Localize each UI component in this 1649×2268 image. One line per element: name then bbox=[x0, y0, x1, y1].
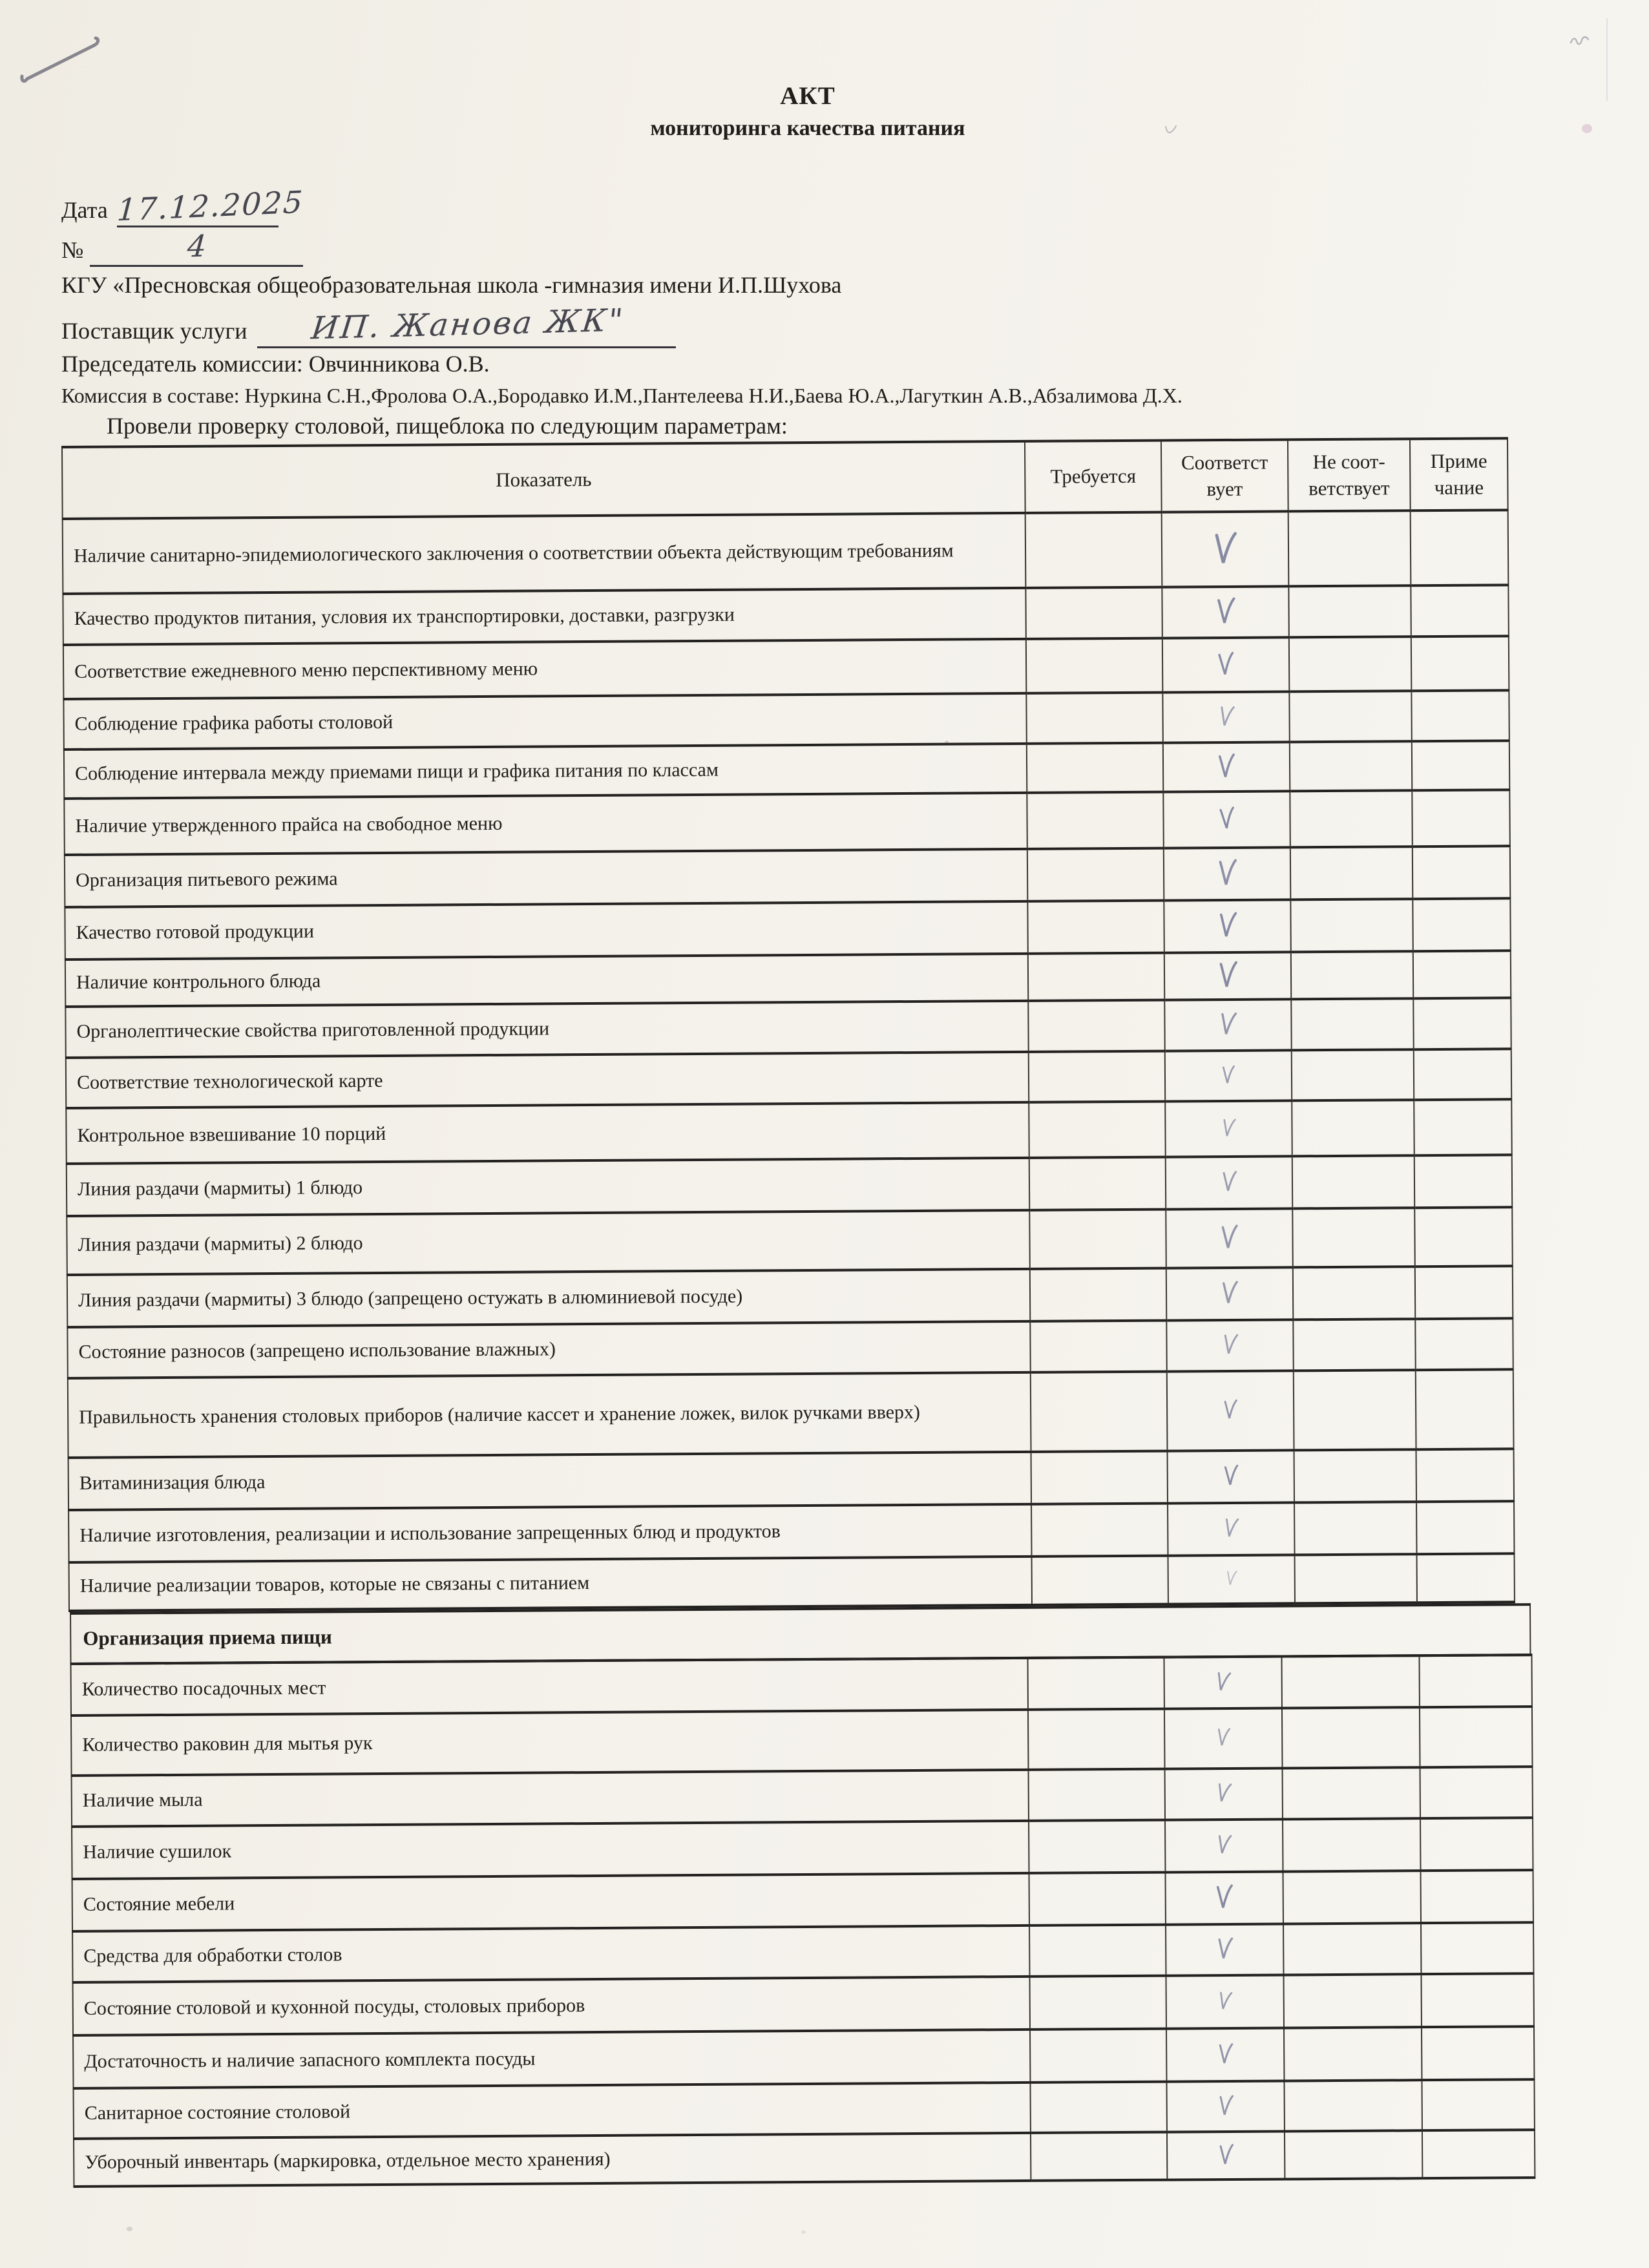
matches-cell bbox=[1166, 1924, 1283, 1975]
supplier-underline bbox=[257, 302, 676, 348]
indicator-cell: Правильность хранения столовых приборов (наличие кассет и хранение ложек, вилок ручками вверх) bbox=[68, 1372, 1031, 1458]
indicator-cell: Состояние мебели bbox=[72, 1873, 1029, 1931]
supplier-label: Поставщик услуги bbox=[61, 318, 247, 344]
indicator-cell: Достаточность и наличие запасного комплекта посуды bbox=[73, 2030, 1030, 2088]
not-matches-cell bbox=[1295, 1554, 1417, 1603]
required-cell bbox=[1027, 743, 1163, 793]
required-cell bbox=[1029, 1051, 1165, 1102]
table-row bbox=[71, 1706, 1533, 1776]
indicator-cell: Наличие санитарно-эпидемиологического заключения о соответствии объекта действующим требованиям bbox=[63, 513, 1026, 594]
note-cell bbox=[1413, 998, 1511, 1049]
table-row bbox=[74, 2079, 1535, 2139]
checkmark-icon bbox=[1217, 1010, 1239, 1038]
matches-cell bbox=[1162, 511, 1289, 587]
table-header-row bbox=[62, 438, 1508, 519]
indicator-cell: Соответствие ежедневного меню перспективному меню bbox=[63, 639, 1026, 699]
matches-cell bbox=[1163, 791, 1290, 848]
table-row bbox=[72, 1767, 1533, 1827]
inspection-table-meal-organization bbox=[70, 1654, 1536, 2188]
intro-text: Провели проверку столовой, пищеблока по следующим параметрам: bbox=[107, 413, 788, 439]
required-cell bbox=[1031, 1504, 1168, 1557]
indicator-cell: Линия раздачи (мармиты) 2 блюдо bbox=[67, 1210, 1030, 1275]
commission-line bbox=[61, 384, 1182, 408]
note-cell bbox=[1414, 1099, 1512, 1155]
commission-text: Комиссия в составе: Нуркина С.Н.,Фролова О.А.,Бородавко И.М.,Пантелеева Н.И.,Баева Ю.А.,Лагуткин А.В.,Абзалимова Д.Х. bbox=[61, 384, 1182, 407]
note-cell bbox=[1413, 846, 1510, 899]
not-matches-cell bbox=[1294, 1449, 1416, 1502]
matches-cell bbox=[1165, 1819, 1283, 1872]
matches-cell bbox=[1162, 586, 1288, 638]
matches-cell bbox=[1164, 899, 1290, 952]
required-cell bbox=[1031, 1372, 1168, 1452]
table-row bbox=[63, 510, 1509, 594]
required-cell bbox=[1027, 1657, 1164, 1710]
note-cell bbox=[1414, 1155, 1512, 1208]
matches-cell bbox=[1162, 691, 1289, 742]
note-cell bbox=[1411, 510, 1509, 585]
required-cell bbox=[1029, 1102, 1166, 1158]
note-cell bbox=[1414, 1049, 1511, 1100]
table-row bbox=[74, 2130, 1535, 2187]
note-cell bbox=[1411, 585, 1508, 636]
required-cell bbox=[1029, 1820, 1165, 1873]
required-cell bbox=[1030, 1268, 1166, 1321]
required-cell bbox=[1032, 1556, 1168, 1605]
required-cell bbox=[1030, 2029, 1166, 2083]
checkmark-icon bbox=[1215, 1935, 1235, 1961]
not-matches-cell bbox=[1289, 636, 1412, 691]
checkmark-icon bbox=[1213, 1780, 1234, 1805]
table-row bbox=[67, 1155, 1512, 1216]
checkmark-icon bbox=[1220, 1332, 1239, 1356]
number-field-row bbox=[61, 230, 303, 267]
checkmark-icon bbox=[1215, 857, 1239, 887]
inspection-table-main bbox=[61, 437, 1515, 1612]
indicator-cell: Санитарное состояние столовой bbox=[74, 2083, 1031, 2139]
note-cell bbox=[1416, 1501, 1514, 1554]
required-cell bbox=[1025, 512, 1162, 588]
note-cell bbox=[1411, 690, 1509, 741]
matches-cell bbox=[1164, 1656, 1281, 1708]
matches-cell bbox=[1165, 1100, 1292, 1157]
not-matches-cell bbox=[1283, 1923, 1421, 1975]
supplier-handwritten-value: ИП. Жанова ЖК" bbox=[310, 302, 627, 347]
checkmark-icon bbox=[1217, 805, 1237, 830]
not-matches-cell bbox=[1293, 1319, 1415, 1370]
note-cell bbox=[1420, 1767, 1533, 1818]
indicator-cell: Качество готовой продукции bbox=[65, 901, 1027, 960]
checkmark-icon bbox=[1213, 1883, 1235, 1911]
table-row bbox=[72, 1922, 1533, 1982]
number-underline bbox=[90, 230, 303, 267]
table-row bbox=[68, 1501, 1514, 1562]
chairman-line bbox=[61, 350, 490, 377]
indicator-cell: Линия раздачи (мармиты) 3 блюдо (запрещено остужать в алюминиевой посуде) bbox=[67, 1269, 1030, 1327]
table-row bbox=[67, 1318, 1513, 1378]
checkmark-icon bbox=[1224, 1569, 1239, 1587]
matches-cell bbox=[1168, 1502, 1294, 1555]
checkmark-icon bbox=[1221, 1515, 1241, 1539]
required-cell bbox=[1026, 638, 1163, 693]
required-cell bbox=[1031, 2082, 1167, 2133]
required-cell bbox=[1028, 1000, 1164, 1052]
indicator-cell: Состояние столовой и кухонной посуды, столовых приборов bbox=[73, 1977, 1030, 2035]
not-matches-cell bbox=[1290, 846, 1413, 899]
not-matches-cell bbox=[1281, 1655, 1419, 1708]
checkmark-icon bbox=[1220, 1169, 1239, 1193]
note-cell bbox=[1415, 1318, 1513, 1370]
indicator-cell: Соответствие технологической карте bbox=[66, 1052, 1029, 1108]
matches-cell bbox=[1165, 1768, 1283, 1820]
checkmark-icon bbox=[1222, 1398, 1239, 1421]
indicator-cell: Уборочный инвентарь (маркировка, отдельное место хранения) bbox=[74, 2133, 1031, 2187]
intro-line bbox=[61, 412, 788, 439]
indicator-cell: Средства для обработки столов bbox=[72, 1926, 1029, 1982]
matches-cell bbox=[1166, 2081, 1284, 2132]
indicator-cell: Линия раздачи (мармиты) 1 блюдо bbox=[67, 1158, 1029, 1216]
not-matches-cell bbox=[1292, 1208, 1415, 1267]
section-title-text: Организация приема пищи bbox=[83, 1625, 332, 1650]
matches-cell bbox=[1166, 1319, 1293, 1371]
note-cell bbox=[1416, 1449, 1514, 1502]
required-cell bbox=[1028, 1709, 1165, 1770]
chairman-text: Председатель комиссии: Овчинникова О.В. bbox=[61, 351, 490, 377]
note-cell bbox=[1421, 1922, 1533, 1974]
number-label: № bbox=[61, 237, 84, 263]
indicator-cell: Контрольное взвешивание 10 порций bbox=[66, 1102, 1029, 1164]
indicator-cell: Качество продуктов питания, условия их транспортировки, доставки, разгрузки bbox=[63, 588, 1025, 645]
organization-name: КГУ «Пресновская общеобразовательная школа -гимназия имени И.П.Шухова bbox=[61, 272, 842, 298]
indicator-cell: Органолептические свойства приготовленной продукции bbox=[65, 1001, 1028, 1058]
required-cell bbox=[1029, 1873, 1166, 1926]
checkmark-icon bbox=[1216, 910, 1239, 939]
note-cell bbox=[1416, 1369, 1514, 1449]
indicator-cell: Наличие сушилок bbox=[72, 1821, 1029, 1879]
checkmark-icon bbox=[1216, 2093, 1235, 2117]
table-row bbox=[65, 950, 1511, 1007]
date-handwritten-value: 17.12.2025 bbox=[116, 184, 305, 229]
not-matches-cell bbox=[1285, 2130, 1422, 2179]
checkmark-icon bbox=[1220, 1116, 1238, 1139]
table-row bbox=[71, 1655, 1532, 1716]
header-note: Приме чание bbox=[1410, 438, 1508, 510]
checkmark-icon bbox=[1216, 959, 1239, 989]
table-row bbox=[72, 1870, 1533, 1931]
matches-cell bbox=[1163, 742, 1290, 792]
header-matches: Соответст вует bbox=[1161, 439, 1288, 512]
document-title: АКТ bbox=[780, 82, 835, 110]
note-cell bbox=[1421, 1870, 1533, 1923]
matches-cell bbox=[1167, 1370, 1294, 1451]
checkmark-icon bbox=[1215, 1989, 1234, 2011]
required-cell bbox=[1027, 901, 1164, 954]
header-required: Требуется bbox=[1025, 441, 1162, 513]
table-row bbox=[63, 636, 1509, 699]
note-cell bbox=[1411, 636, 1509, 691]
required-cell bbox=[1029, 1210, 1166, 1269]
table-row bbox=[73, 2026, 1534, 2088]
corner-squiggle-mark bbox=[1569, 34, 1591, 48]
table-row bbox=[68, 1369, 1514, 1458]
note-cell bbox=[1413, 950, 1511, 998]
not-matches-cell bbox=[1288, 510, 1411, 586]
header-indicator: Показатель bbox=[62, 441, 1025, 519]
not-matches-cell bbox=[1293, 1266, 1415, 1319]
indicator-cell: Организация питьевого режима bbox=[65, 849, 1027, 907]
indicator-cell: Наличие утвержденного прайса на свободное меню bbox=[64, 793, 1027, 855]
not-matches-cell bbox=[1290, 741, 1412, 791]
required-cell bbox=[1030, 1321, 1166, 1372]
matches-cell bbox=[1168, 1555, 1295, 1604]
not-matches-cell bbox=[1289, 691, 1411, 742]
note-cell bbox=[1422, 2130, 1535, 2178]
required-cell bbox=[1031, 1451, 1168, 1504]
not-matches-cell bbox=[1283, 1871, 1421, 1924]
table-row bbox=[64, 740, 1509, 799]
not-matches-cell bbox=[1283, 1818, 1420, 1871]
not-matches-cell bbox=[1282, 1707, 1420, 1768]
matches-cell bbox=[1164, 952, 1291, 1000]
table-row bbox=[66, 1099, 1511, 1164]
note-cell bbox=[1422, 2026, 1534, 2080]
checkmark-icon bbox=[1216, 703, 1237, 728]
matches-cell bbox=[1166, 2028, 1284, 2081]
required-cell bbox=[1029, 1769, 1165, 1821]
matches-cell bbox=[1166, 1156, 1292, 1209]
matches-cell bbox=[1166, 1975, 1283, 2028]
not-matches-cell bbox=[1288, 585, 1411, 637]
indicator-cell: Количество посадочных мест bbox=[71, 1658, 1028, 1716]
supplier-field-row bbox=[61, 302, 676, 348]
matches-cell bbox=[1164, 847, 1290, 900]
matches-cell bbox=[1166, 1208, 1293, 1268]
note-cell bbox=[1412, 790, 1510, 846]
checkmark-icon bbox=[1219, 1279, 1240, 1305]
header-not-matches: Не соот- ветствует bbox=[1288, 439, 1411, 511]
matches-cell bbox=[1168, 1450, 1294, 1503]
checkmark-icon bbox=[1222, 1464, 1239, 1487]
paper-speck bbox=[127, 2227, 132, 2231]
not-matches-cell bbox=[1294, 1370, 1416, 1450]
table-row bbox=[63, 585, 1508, 645]
required-cell bbox=[1026, 693, 1162, 744]
table-row bbox=[66, 1049, 1511, 1108]
checkmark-icon bbox=[1215, 1726, 1232, 1748]
not-matches-cell bbox=[1283, 1974, 1421, 2028]
date-field-row bbox=[61, 184, 305, 229]
not-matches-cell bbox=[1290, 790, 1413, 847]
table-row bbox=[67, 1207, 1513, 1275]
paper-speck bbox=[801, 2231, 806, 2234]
note-cell bbox=[1421, 1973, 1533, 2027]
note-cell bbox=[1420, 1818, 1533, 1871]
not-matches-cell bbox=[1283, 1767, 1420, 1819]
not-matches-cell bbox=[1284, 2027, 1422, 2081]
date-label: Дата bbox=[61, 197, 108, 223]
table-row bbox=[65, 846, 1510, 907]
checkmark-icon bbox=[1216, 2041, 1235, 2065]
note-cell bbox=[1412, 740, 1509, 790]
indicator-cell: Соблюдение интервала между приемами пищи и графика питания по классам bbox=[64, 744, 1027, 799]
indicator-cell: Соблюдение графика работы столовой bbox=[63, 693, 1026, 750]
required-cell bbox=[1025, 587, 1162, 639]
table-row bbox=[72, 1818, 1533, 1879]
indicator-cell: Наличие мыла bbox=[72, 1770, 1029, 1827]
required-cell bbox=[1029, 1925, 1166, 1977]
table-row bbox=[65, 998, 1511, 1058]
required-cell bbox=[1027, 792, 1164, 849]
table-row bbox=[73, 1973, 1534, 2035]
not-matches-cell bbox=[1291, 998, 1413, 1050]
document-subtitle: мониторинга качества питания bbox=[650, 116, 965, 140]
table-row bbox=[64, 790, 1509, 855]
pen-stroke-mark bbox=[19, 26, 110, 90]
checkmark-icon bbox=[1211, 529, 1240, 567]
required-cell bbox=[1031, 2132, 1167, 2181]
checkmark-icon bbox=[1217, 2142, 1235, 2166]
not-matches-cell bbox=[1291, 951, 1413, 999]
indicator-cell: Наличие реализации товаров, которые не связаны с питанием bbox=[69, 1557, 1032, 1611]
note-cell bbox=[1420, 1706, 1533, 1767]
checkmark-icon bbox=[1216, 650, 1235, 676]
date-underline bbox=[116, 184, 305, 229]
matches-cell bbox=[1162, 637, 1290, 692]
required-cell bbox=[1028, 953, 1164, 1001]
note-cell bbox=[1414, 1207, 1513, 1266]
not-matches-cell bbox=[1290, 899, 1413, 952]
indicator-cell: Количество раковин для мытья рук bbox=[71, 1710, 1029, 1776]
note-cell bbox=[1422, 2079, 1534, 2130]
matches-cell bbox=[1166, 1871, 1283, 1924]
checkmark-icon bbox=[1221, 1064, 1237, 1085]
required-cell bbox=[1029, 1976, 1166, 2030]
table-row bbox=[67, 1266, 1513, 1327]
note-cell bbox=[1413, 898, 1510, 951]
indicator-cell: Состояние разносов (запрещено использование влажных) bbox=[67, 1321, 1030, 1378]
not-matches-cell bbox=[1284, 2080, 1422, 2131]
indicator-cell: Витаминизация блюда bbox=[68, 1452, 1031, 1510]
table-row bbox=[68, 1449, 1514, 1510]
matches-cell bbox=[1164, 999, 1291, 1051]
not-matches-cell bbox=[1292, 1100, 1414, 1156]
number-handwritten-value: 4 bbox=[185, 228, 207, 264]
organization-line bbox=[61, 271, 841, 299]
table-row bbox=[69, 1553, 1515, 1611]
inspection-tables bbox=[61, 437, 1535, 2188]
table-row bbox=[65, 898, 1510, 960]
matches-cell bbox=[1165, 1050, 1292, 1101]
not-matches-cell bbox=[1292, 1155, 1414, 1208]
note-cell bbox=[1417, 1553, 1515, 1602]
note-cell bbox=[1419, 1655, 1531, 1707]
required-cell bbox=[1029, 1157, 1166, 1210]
matches-cell bbox=[1166, 1267, 1293, 1320]
indicator-cell: Наличие контрольного блюда bbox=[65, 954, 1028, 1007]
checkmark-icon bbox=[1213, 1669, 1233, 1694]
table-row bbox=[63, 690, 1509, 750]
matches-cell bbox=[1164, 1708, 1283, 1769]
checkmark-icon bbox=[1213, 596, 1237, 626]
matches-cell bbox=[1167, 2131, 1285, 2179]
not-matches-cell bbox=[1294, 1502, 1416, 1555]
not-matches-cell bbox=[1292, 1049, 1414, 1100]
required-cell bbox=[1027, 848, 1164, 901]
note-cell bbox=[1415, 1266, 1513, 1319]
checkmark-icon bbox=[1214, 1832, 1234, 1856]
indicator-cell: Наличие изготовления, реализации и использование запрещенных блюд и продуктов bbox=[68, 1504, 1031, 1562]
checkmark-icon bbox=[1219, 1223, 1240, 1251]
checkmark-icon bbox=[1216, 751, 1237, 779]
